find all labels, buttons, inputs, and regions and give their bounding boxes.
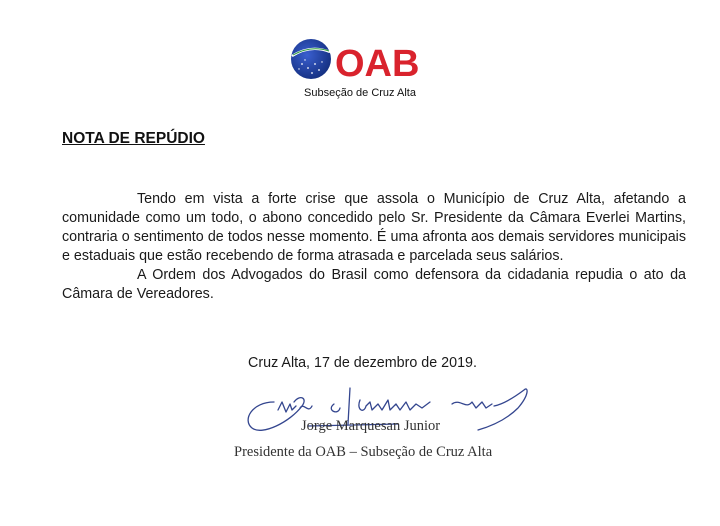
paragraph-1: Tendo em vista a forte crise que assola o Município de Cruz Alta, afetando a comunidade como um todo, o abono concedido pelo Sr. Presidente da Câmara Everlei Martins, contraria o sentimento de todos nesse momento. É uma afronta aos demais servidores municipais e estaduais que estão recebendo de forma atrasada e parcelada seus salários. <box>62 191 686 264</box>
paragraph-2: A Ordem dos Advogados do Brasil como defensora da cidadania repudia o ato da Câmara de Vereadores. <box>62 267 686 302</box>
oab-logo-text: OAB <box>335 43 420 85</box>
oab-letters <box>335 43 419 85</box>
signer-name: Jorge Marquesan Junior <box>301 418 441 434</box>
handwritten-signature <box>238 380 538 445</box>
globe-icon <box>291 39 331 79</box>
place-date: Cruz Alta, 17 de dezembro de 2019. <box>248 355 477 371</box>
document-body <box>62 190 686 304</box>
signer-role: Presidente da OAB – Subseção de Cruz Alta <box>234 444 493 460</box>
document-title: NOTA DE REPÚDIO <box>62 130 205 147</box>
subsection-name: Subseção de Cruz Alta <box>304 87 416 99</box>
